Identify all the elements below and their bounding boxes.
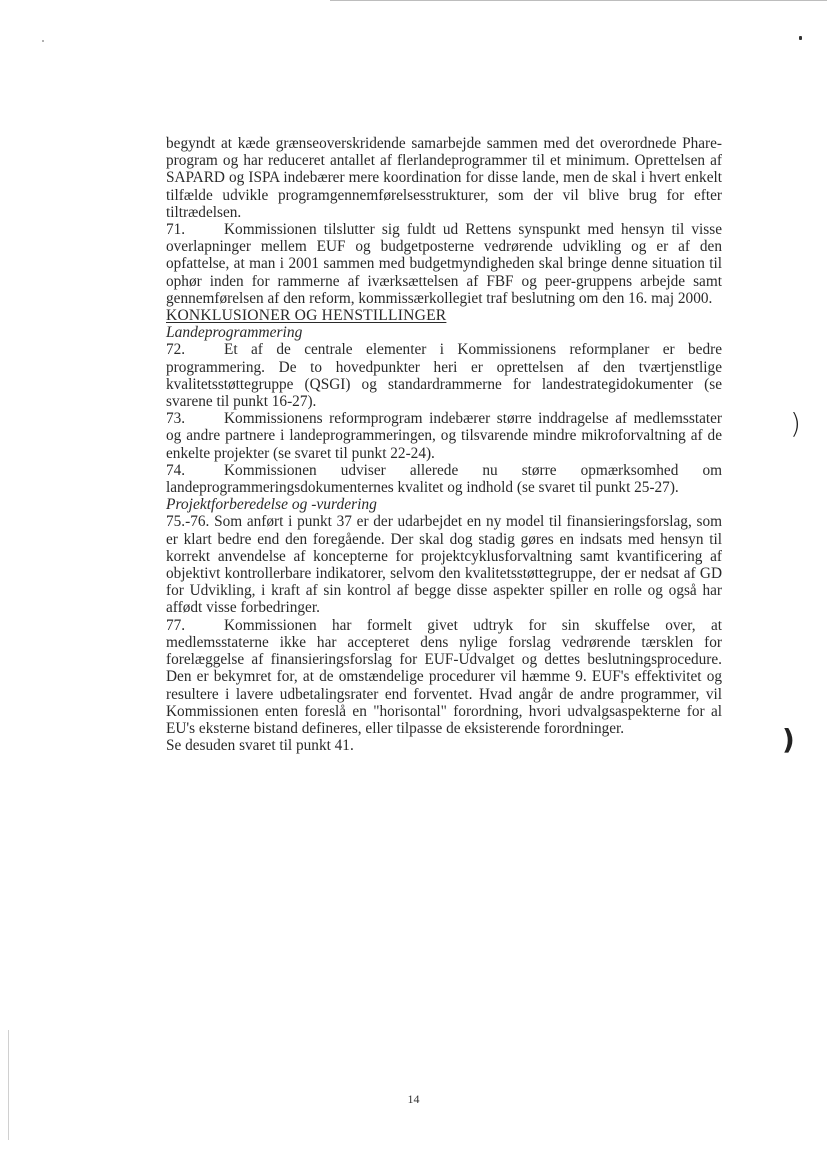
paragraph-closing bbox=[166, 737, 722, 754]
paragraph-text: Et af de centrale elementer i Kommissionens reformplaner er bedre programmering. De to hovedpunkter heri er oprettelsen af den tværtjenstlige kvalitetsstøttegruppe (QSGI) og standardrammerne for landestrategidokumenter (se svarene til punkt 16-27). bbox=[166, 341, 722, 411]
scan-edge-line bbox=[330, 0, 827, 1]
paragraph-text: Kommissionen har formelt givet udtryk for sin skuffelse over, at medlemsstaterne ikke har accepteret dens nylige forslag vedrørende tærsklen for forelæggelse af finansieringsforslag for EUF-Udvalget og dettes beslutningsprocedure. Den er bekymret for, at de omstændelige procedurer vil hæmme 9. EUF's effektivitet og resultere i lavere udbetalingsrater end forventet. Hvad angår de andre programmer, vil Kommissionen enten foreslå en "horisontal" forordning, hvori udvalgsaspekterne for al EU's eksterne bistand defineres, eller tilpasse de eksisterende forordninger. bbox=[166, 616, 722, 737]
paragraph-75-76 bbox=[166, 513, 722, 616]
punch-hole-mark-icon: ) bbox=[790, 407, 801, 440]
paragraph-77 bbox=[166, 617, 722, 737]
paragraph-number: 74. bbox=[166, 461, 186, 479]
paragraph-71 bbox=[166, 221, 722, 307]
paragraph-number: 73. bbox=[166, 410, 186, 428]
subsection-heading: Landeprogrammering bbox=[166, 324, 303, 342]
paragraph-text: Se desuden svaret til punkt 41. bbox=[166, 737, 354, 755]
paragraph-number: 72. bbox=[166, 341, 186, 359]
paragraph-text: Kommissionen tilslutter sig fuldt ud Rettens synspunkt med hensyn til visse overlapninger mellem EUF og budgetposterne vedrørende udvikling og er af den opfattelse, at man i 2001 sammen med budgetmyndigheden skal bringe denne situation til ophør inden for rammerne af iværksættelsen af FBF og peer-gruppens arbejde samt gennemførelsen af den reform, kommissærkollegiet traf beslutning om den 16. maj 2000. bbox=[166, 221, 722, 307]
paragraph-text: Kommissionens reformprogram indebærer større inddragelse af medlemsstater og andre partnere i landeprogrammeringen, og tilsvarende mindre mikroforvaltning af de enkelte projekter (se svaret til punkt 22-24). bbox=[166, 410, 722, 462]
paragraph-text: Kommissionen udviser allerede nu større opmærksomhed om landeprogrammeringsdokumenternes kvalitet og indhold (se svaret til punkt 25-27). bbox=[166, 461, 722, 497]
paragraph-number: 71. bbox=[166, 221, 186, 239]
paragraph-continuation bbox=[166, 135, 722, 221]
subsection-heading: Projektforberedelse og -vurdering bbox=[166, 496, 377, 514]
scan-speck bbox=[799, 36, 802, 40]
page-number: 14 bbox=[407, 1092, 420, 1106]
punch-hole-mark-icon: ) bbox=[782, 723, 795, 756]
paragraph-74 bbox=[166, 462, 722, 496]
paragraph-text: 75.-76. Som anført i punkt 37 er der udarbejdet en ny model til finansieringsforslag, som er klart bedre end den foregående. Der skal dog stadig gøres en indsats med hensyn til korrekt anvendelse af koncepterne for projektcyklusforvaltning samt kvantificering af objektivt kontrollerbare indikatorer, selvom den kvalitetsstøttegruppe, der er nedsat af GD for Udvikling, i kraft af sin kontrol af begge disse aspekter spiller en rolle og også har affødt visse forbedringer. bbox=[166, 513, 722, 617]
scan-edge-mark bbox=[8, 1030, 9, 1140]
paragraph-73 bbox=[166, 410, 722, 462]
paragraph-number: 77. bbox=[166, 616, 186, 634]
section-heading: KONKLUSIONER OG HENSTILLINGER bbox=[166, 307, 447, 325]
paragraph-text: begyndt at kæde grænseoverskridende samarbejde sammen med det overordnede Phare-program og har reduceret antallet af flerlandeprogrammer til et minimum. Oprettelsen af SAPARD og ISPA indebærer mere koordination for disse lande, men de skal i hvert enkelt tilfælde udvikle programgennemførelsesstrukturer, som der vil blive brug for efter tiltrædelsen. bbox=[166, 135, 722, 221]
paragraph-72 bbox=[166, 341, 722, 410]
scan-speck bbox=[42, 40, 44, 42]
document-body bbox=[166, 135, 722, 754]
